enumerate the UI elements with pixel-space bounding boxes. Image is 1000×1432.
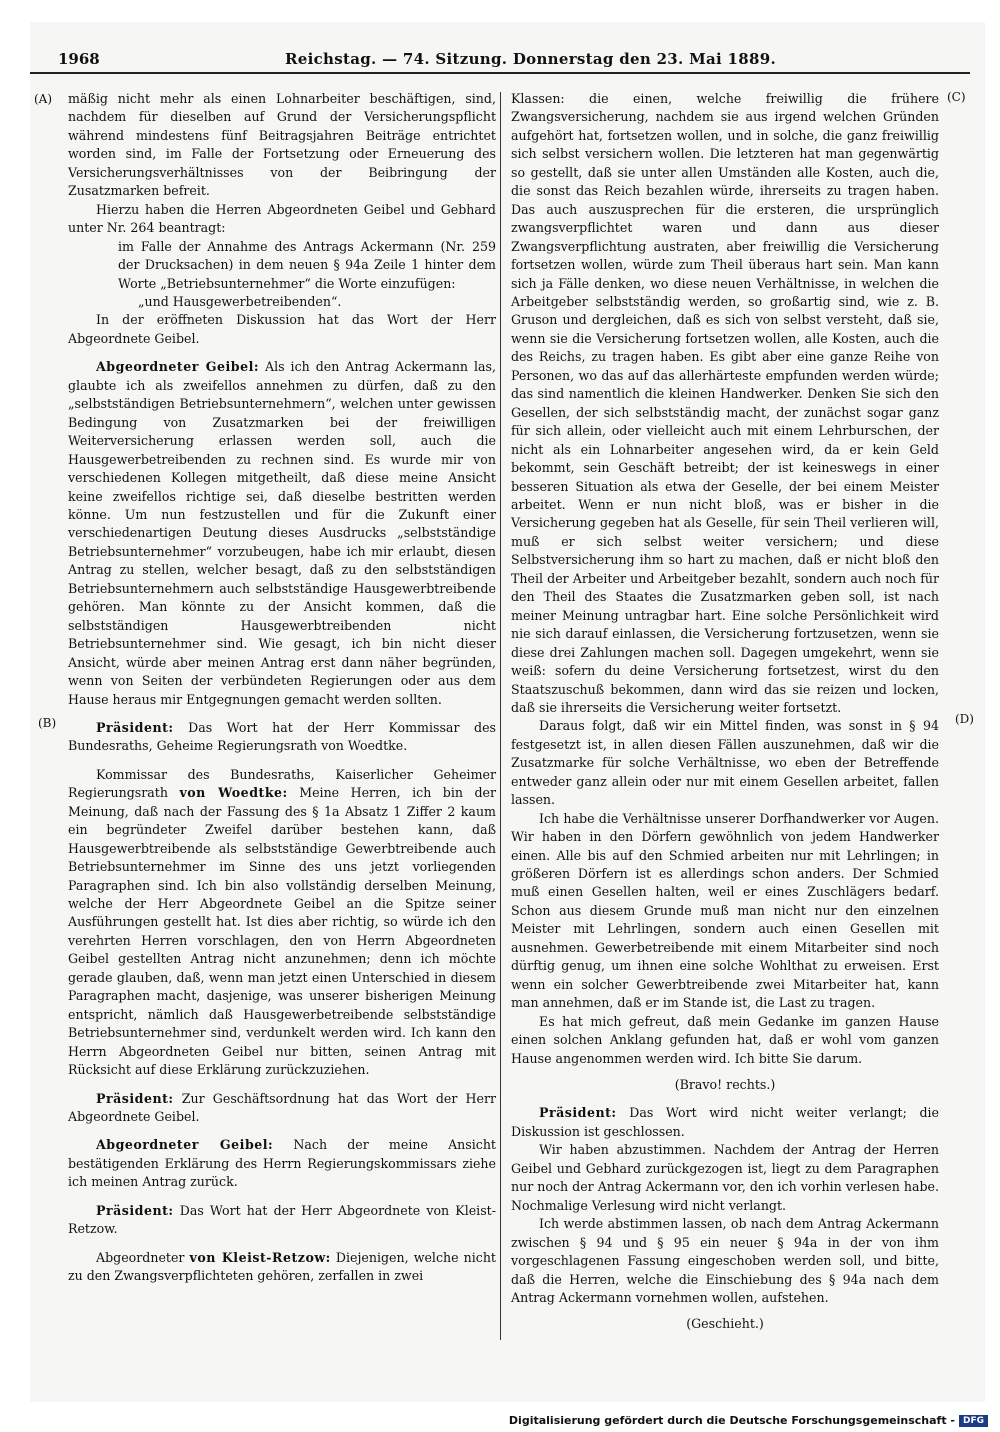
speech-president xyxy=(68,719,496,756)
speaker-intro: Abgeordneter xyxy=(96,1249,185,1265)
speaker-label: Abgeordneter Geibel: xyxy=(96,359,260,375)
speech-text: Das Wort wird nicht weiter verlangt; die Diskussion ist geschlossen. xyxy=(511,1105,940,1139)
margin-marker-a: (A) xyxy=(34,92,53,106)
speaker-label: von Kleist-Retzow: xyxy=(189,1249,331,1265)
margin-marker-d: (D) xyxy=(955,712,974,726)
digitization-footer xyxy=(509,1414,988,1427)
interjection: (Geschieht.) xyxy=(686,1316,764,1332)
paragraph: Es hat mich gefreut, daß mein Gedanke im ganzen Hause einen solchen Anklang gefunden hat, daß er wohl vom ganzen Hause angenommen werden wird. Ich bitte Sie darum. xyxy=(511,1013,939,1066)
page-header xyxy=(30,44,970,74)
margin-marker-b: (B) xyxy=(38,716,57,730)
paragraph: In der eröffneten Diskussion hat das Wort der Herr Abgeordnete Geibel. xyxy=(68,312,496,346)
footer-text: Digitalisierung gefördert durch die Deutsche Forschungsgemeinschaft - xyxy=(508,1414,955,1427)
left-column xyxy=(68,90,496,1286)
quoted-motion: im Falle der Annahme des Antrags Ackermann (Nr. 259 der Drucksachen) in dem neuen § 94a Zeile 1 hinter dem Worte „Betriebsunternehmer“ die Worte einzufügen: xyxy=(118,238,496,291)
speech-text: Nach der meine Ansicht bestätigenden Erklärung des Herrn Regierungskommissars ziehe ich meinen Antrag zurück. xyxy=(68,1137,496,1190)
quoted-insertion: „und Hausgewerbetreibenden“. xyxy=(138,293,342,309)
speech-kleist-retzow xyxy=(68,1249,496,1286)
paragraph: Daraus folgt, daß wir ein Mittel finden, was sonst in § 94 festgesetzt ist, in allen diesen Fällen auszunehmen, daß wir die Zusatzmarke für solche Verhältnisse, wo eben der Betreffende entweder ganz allein oder nur mit einem Gesellen arbeitet, fallen lassen. xyxy=(511,718,939,808)
speech-text: Das Wort hat der Herr Abgeordnete von Kleist-Retzow. xyxy=(68,1202,496,1237)
speaker-label: Präsident: xyxy=(96,719,174,735)
dfg-logo: DFG xyxy=(959,1415,988,1427)
speech-president xyxy=(511,1104,939,1141)
speaker-label: Präsident: xyxy=(96,1090,174,1106)
speech-president xyxy=(68,1090,496,1127)
speaker-label: Präsident: xyxy=(96,1202,174,1218)
speaker-label: Abgeordneter Geibel: xyxy=(96,1137,274,1153)
speech-geibel xyxy=(68,358,496,709)
interjection: (Bravo! rechts.) xyxy=(674,1077,776,1093)
column-divider xyxy=(500,92,501,1340)
page-number: 1968 xyxy=(58,50,100,68)
speech-text: Diejenigen, welche nicht zu den Zwangsverpflichteten gehören, zerfallen in zwei xyxy=(68,1249,496,1284)
speech-text: Meine Herren, ich bin der Meinung, daß nach der Fassung des § 1a Absatz 1 Ziffer 2 kaum ein begründeter Zweifel darüber bestehen kann, daß Hausgewerbtreibende als selbstständige Gewerbtreibende auch Betriebsunternehmer im Sinne des uns jetzt vorliegenden Paragraphen sind. Ich bin also vollständig derselben Meinung, welche der Herr Abgeordnete Geibel an die Spitze seiner Ausführungen gestellt hat. Ist dies aber richtig, so würde ich den verehrten Herren vorschlagen, den von Herrn Abgeordneten Geibel gestellten Antrag nicht anzunehmen; denn ich möchte gerade glauben, daß, wenn man jetzt einen Unterschied in diesem Paragraphen macht, dasjenige, was unserer bisherigen Meinung entspricht, nämlich daß Hausgewerbetreibende selbstständige Betriebsunternehmer sind, verdunkelt werden wird. Ich kann den Herrn Abgeordneten Geibel nur bitten, seinen Antrag mit Rücksicht auf diese Erklärung zurückzuziehen. xyxy=(68,785,496,1078)
right-column xyxy=(511,90,939,1342)
paragraph: Wir haben abzustimmen. Nachdem der Antrag der Herren Geibel und Gebhard zurückgezogen ist, liegt zu dem Paragraphen nur noch der Antrag Ackermann vor, den ich vorhin verlesen habe. Nochmalige Verlesung wird nicht verlangt. xyxy=(511,1142,939,1213)
paragraph: mäßig nicht mehr als einen Lohnarbeiter beschäftigen, sind, nachdem für dieselben auf Grund der Versicherungspflicht während mindestens fünf Beitragsjahren Beiträge entrichtet worden sind, im Falle der Fortsetzung oder Erneuerung des Versicherungsverhältnisses von der Beibringung der Zusatzmarken befreit. xyxy=(68,91,496,199)
speaker-label: Präsident: xyxy=(539,1105,617,1121)
paragraph: Ich werde abstimmen lassen, ob nach dem Antrag Ackermann zwischen § 94 und § 95 ein neuer § 94a in der von ihm vorgeschlagenen Fassung eingeschoben werden soll, und bitte, daß die Herren, welche die Einschiebung des § 94a nach dem Antrag Ackermann vornehmen wollen, aufstehen. xyxy=(511,1216,939,1305)
speech-text: Als ich den Antrag Ackermann las, glaubte ich als zweifellos annehmen zu dürfen, daß zu den „selbstständigen Betriebsunternehmern“, welchen unter gewissen Bedingung von Zusatzmarken bei der freiwilligen Weiterversicherung erlassen werden soll, auch die Hausgewerbetreibenden zu rechnen sind. Es wurde mir von verschiedenen Kollegen mitgetheilt, daß diese meine Ansicht keine zweifellos richtige sei, daß dieselbe bestritten werden könne. Um nun festzustellen und für die Zukunft einer verschiedenartigen Deutung dieses Ausdrucks „selbstständige Betriebsunternehmer“ vorzubeugen, habe ich mir erlaubt, diesen Antrag zu stellen, welcher besagt, daß zu den selbstständigen Betriebsunternehmern auch selbstständige Hausgewerbtreibende gehören. Man könnte zu der Ansicht kommen, daß die selbstständigen Hausgewerbtreibenden nicht Betriebsunternehmer sind. Wie gesagt, ich bin nicht dieser Ansicht, würde aber meinen Antrag erst dann näher begründen, wenn von Seiten der verbündeten Regierungen oder aus dem Hause heraus mir Entgegnungen gemacht werden sollten. xyxy=(68,359,497,707)
paragraph: Hierzu haben die Herren Abgeordneten Geibel und Gebhard unter Nr. 264 beantragt: xyxy=(68,201,496,236)
speech-president xyxy=(68,1202,496,1239)
running-head: Reichstag. — 74. Sitzung. Donnerstag den 23. Mai 1889. xyxy=(285,50,776,68)
speaker-label: von Woedtke: xyxy=(179,785,288,801)
speaker-intro: Kommissar des Bundesraths, Kaiserlicher Geheimer Regierungsrath xyxy=(68,766,496,801)
speech-text: Das Wort hat der Herr Kommissar des Bundesraths, Geheime Regierungsrath von Woedtke. xyxy=(68,719,496,754)
margin-marker-c: (C) xyxy=(947,90,966,104)
paragraph: Klassen: die einen, welche freiwillig die frühere Zwangsversicherung, nachdem sie aus irgend welchen Gründen aufgehört hat, fortsetzen wollen, und in solche, die ganz freiwillig sich selbst versichern wollen. Die letzteren hat man gegenwärtig so gestellt, daß sie unter allen Umständen alle Kosten, auch die, die sonst das Reich bezahlen würde, ihrerseits zu tragen haben. Das auch auszusprechen für die ersteren, die ursprünglich zwangsverpflichtet waren und dann aus dieser Zwangsverpflichtung austraten, aber freiwillig die Versicherung fortsetzen wollen, würde zum Theil überaus hart sein. Man kann sich ja Fälle denken, wo diese neuen Verhältnisse, in welchen die Arbeitgeber selbstständig werden, so großartig sind, wie z. B. Gruson und dergleichen, daß es sich von selbst versteht, daß sie, wenn sie die Versicherung fortsetzen wollen, alle Kosten, auch die des Reichs, zu tragen haben. Es gibt aber eine ganze Reihe von Personen, wo das auf das allerhärteste empfunden werden würde; das sind namentlich die kleinen Handwerker. Denken Sie sich den Gesellen, der sich selbstständig macht, der zunächst sogar ganz für sich allein, oder vielleicht auch mit einem Lehrburschen, der nicht als ein Lohnarbeiter angesehen wird, da er kein Geld bekommt, sein Geschäft betreibt; der ist keineswegs in einer besseren Situation als etwa der Geselle, der bei einem Meister arbeitet. Wenn er nun nicht bloß, was er bisher in die Versicherung gegeben hat als Geselle, für sein Theil verlieren will, muß er sich selbst weiter versichern; und diese Selbstversicherung ihm so hart zu machen, daß er nicht bloß den Theil der Arbeiter und Arbeitgeber bezahlt, sondern auch noch für den Theil des Staates die Zusatzmarken geben soll, ist nach meiner Meinung untragbar hart. Eine solche Persönlichkeit wird nie sich darauf einlassen, die Versicherung fortzusetzen, wenn sie diese drei Zahlungen machen soll. Dagegen umgekehrt, wenn sie weiß: sofern du deine Versicherung fortsetzest, wirst du den Staatszuschuß bekommen, dann wird das sie reizen und locken, daß sie ihrerseits die Versicherung weiter fortsetzt. xyxy=(511,91,939,715)
speech-text: Zur Geschäftsordnung hat das Wort der Herr Abgeordnete Geibel. xyxy=(68,1090,496,1125)
speech-geibel xyxy=(68,1136,496,1191)
speech-woedtke xyxy=(68,766,496,1080)
paragraph: Ich habe die Verhältnisse unserer Dorfhandwerker vor Augen. Wir haben in den Dörfern gewöhnlich von jedem Handwerker einen. Alle bis auf den Schmied arbeiten nur mit Lehrlingen; in größeren Dörfern ist es allerdings schon anders. Der Schmied muß einen Gesellen halten, weil er eines Zuschlägers bedarf. Schon aus diesem Grunde muß man nicht nur den einzelnen Meister mit Lehrlingen, sondern auch einen Gesellen mit ausnehmen. Gewerbetreibende mit einem Mitarbeiter sind noch dürftig genug, um ihnen eine solche Wohlthat zu erweisen. Erst wenn ein solcher Gewerbtreibende zwei Mitarbeiter hat, kann man annehmen, daß er im Stande ist, die Last zu tragen. xyxy=(511,810,939,1011)
